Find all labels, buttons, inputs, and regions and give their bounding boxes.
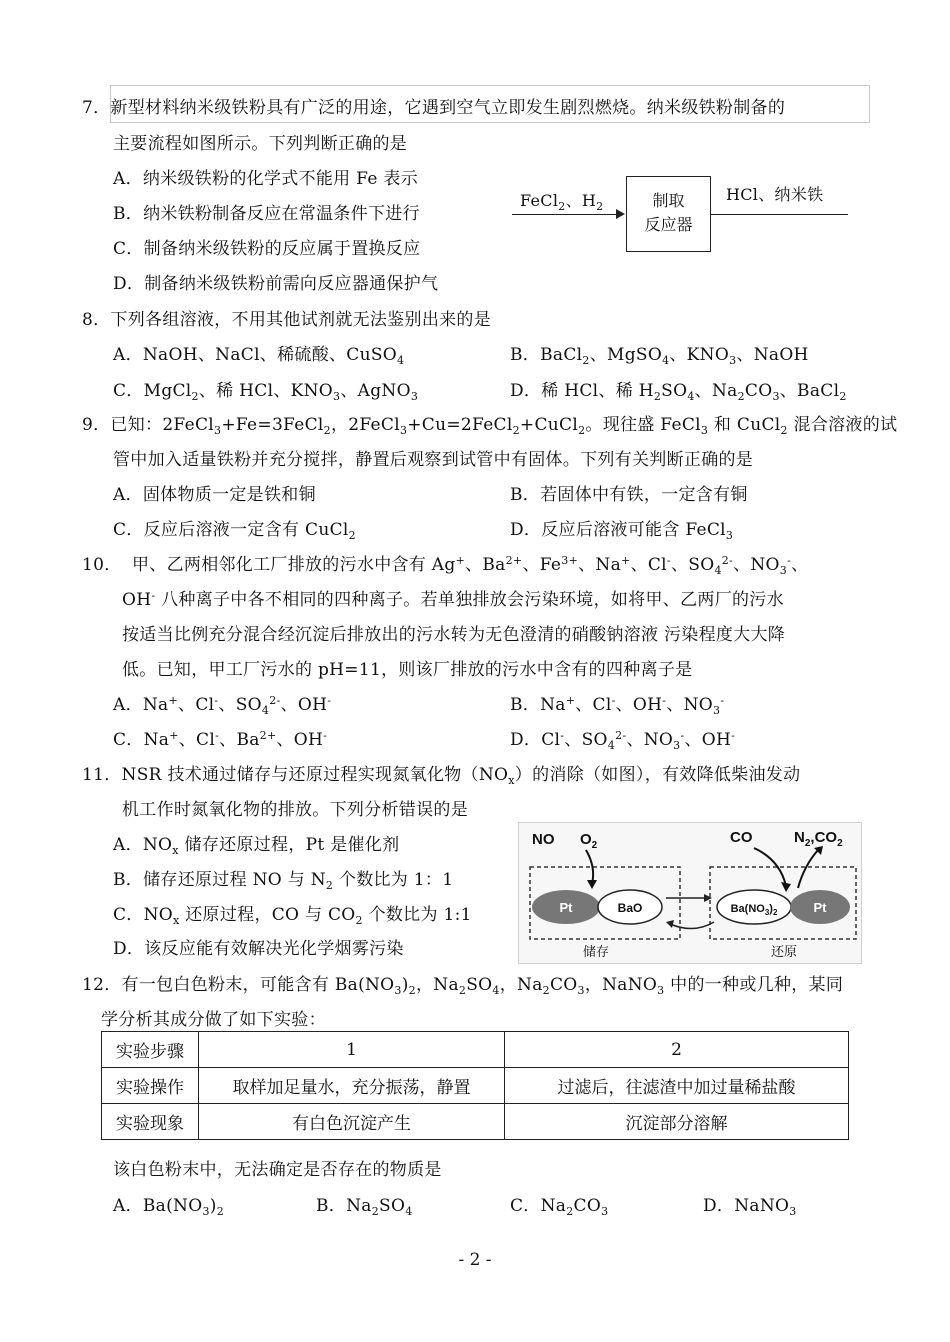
bao-label: BaO (617, 901, 643, 915)
q11-stem-line1: 11．NSR 技术通过储存与还原过程实现氮氧化物$(NO_x)$的消除（如图），有效降低柴油发动 (82, 765, 801, 787)
o2-label: $O_2$ (580, 831, 598, 851)
q8-option-b: B．BaCl$_2$、MgSO$_4$、$KNO_3$、NaOH (510, 345, 809, 367)
q10-option-c: C．Na+、Cl-、$Ba^{2+}$、OH- (113, 729, 328, 750)
q12-option-d: D．NaNO$_3$ (703, 1196, 797, 1218)
q9-option-b: B．若固体中有铁，一定含有铜 (510, 485, 748, 505)
q11-option-d: D．该反应能有效解决光化学烟雾污染 (113, 939, 404, 959)
q7-stem-line2: 主要流程如图所示。下列判断正确的是 (113, 134, 408, 154)
q12-experiment-table (101, 1031, 849, 1140)
flow-arrow-out (710, 214, 848, 215)
table-row (102, 1068, 849, 1104)
bano3-label: $Ba(NO_3)_2$ (730, 903, 778, 917)
pt-left-label: Pt (559, 900, 573, 915)
q10-option-b: B．Na+、Cl-、OH-、$NO_3^-$ (510, 694, 725, 717)
q9-option-c: C．反应后溶液一定含有 CuCl$_2$ (113, 520, 356, 542)
q7-stem-line1: 7．新型材料纳米级铁粉具有广泛的用途，它遇到空气立即发生剧烈燃烧。纳米级铁粉制备的 (82, 98, 786, 118)
table-row (102, 1104, 849, 1140)
co-label: CO (730, 829, 753, 846)
q8-stem: 8．下列各组溶液，不用其他试剂就无法鉴别出来的是 (82, 310, 492, 330)
q10-stem-line2: OH- 八种离子中各不相同的四种离子。若单独排放会污染环境，如将甲、乙两厂的污水 (122, 589, 784, 610)
q8-option-d: D．稀 HCl、稀 $H_2SO_4$、$Na_2CO_3$、BaCl$_2$ (510, 381, 847, 403)
table-cell: 实验操作 (102, 1068, 199, 1104)
reactor-label-2: 反应器 (644, 215, 693, 234)
flow-arrow-in-head (616, 209, 625, 219)
q11-option-c: C．$NO_x$ 还原过程，CO 与 $CO_2$ 个数比为 1:1 (113, 905, 472, 927)
q10-option-a: A．Na+、Cl-、$SO_4^{2-}$、OH- (113, 694, 332, 717)
q7-option-d: D．制备纳米级铁粉前需向反应器通保护气 (113, 274, 439, 294)
table-cell: 实验步骤 (102, 1032, 199, 1068)
q11-option-b: B．储存还原过程 NO 与 $N_2$ 个数比为 1：1 (113, 870, 454, 892)
table-cell: 有白色沉淀产生 (199, 1104, 505, 1140)
q12-question: 该白色粉末中，无法确定是否存在的物质是 (113, 1160, 442, 1180)
flow-output-label: HCl、纳米铁 (726, 185, 824, 204)
table-cell: 1 (199, 1032, 505, 1068)
q11-nsr-diagram (518, 822, 862, 964)
q7-option-b: B．纳米铁粉制备反应在常温条件下进行 (113, 204, 420, 224)
q11-option-a: A．$NO_x$ 储存还原过程，Pt 是催化剂 (113, 835, 400, 857)
flow-input-label: FeCl$_2$、$H_2$ (520, 191, 604, 213)
q10-option-d: D．Cl-、$SO_4^{2-}$、$NO_3^-$、OH- (510, 729, 736, 752)
q8-option-c: C．MgCl$_2$、稀 HCl、$KNO_3$、AgNO$_3$ (113, 381, 419, 403)
q12-option-c: C．$Na_2CO_3$ (510, 1196, 609, 1218)
flow-arrow-in (512, 214, 616, 215)
table-cell: 2 (505, 1032, 849, 1068)
q9-option-d: D．反应后溶液可能含 FeCl$_3$ (510, 520, 734, 542)
q9-option-a: A．固体物质一定是铁和铜 (113, 485, 316, 505)
n2-co2-label: $N_2,CO_2$ (794, 829, 843, 849)
q9-stem-line1: 9．已知：2FeCl$_3$+Fe=3FeCl$_2$，2FeCl$_3$+Cu=2FeCl$_2$+CuCl$_2$。现往盛 FeCl$_3$ 和 CuCl$_2$ 混合溶液的试 (82, 415, 898, 437)
table-row (102, 1032, 849, 1068)
reduce-label: 还原 (770, 945, 798, 960)
no-label: NO (532, 831, 555, 848)
table-cell: 过滤后，往滤渣中加过量稀盐酸 (505, 1068, 849, 1104)
pt-right-label: Pt (813, 900, 827, 915)
q10-stem-line4: 低。已知，甲工厂污水的 pH=11，则该厂排放的污水中含有的四种离子是 (122, 660, 693, 680)
q8-option-a: A．NaOH、NaCl、稀硫酸、CuSO$_4$ (113, 345, 405, 367)
q10-stem-line1: 甲、乙两相邻化工厂排放的污水中含有 Ag+、$Ba^{2+}$、$Fe^{3+}$、Na+、Cl-、$SO_4^{2-}$、$NO_3^-$、 (132, 554, 809, 577)
table-cell: 实验现象 (102, 1104, 199, 1140)
q9-stem-line2: 管中加入适量铁粉并充分搅拌，静置后观察到试管中有固体。下列有关判断正确的是 (113, 450, 754, 470)
q12-stem-line2: 学分析其成分做了如下实验： (101, 1010, 326, 1030)
table-cell: 沉淀部分溶解 (505, 1104, 849, 1140)
q12-stem-line1: 12．有一包白色粉末，可能含有 $Ba(NO_3)_2$，$Na_2SO_4$，$Na_2CO_3$，NaNO$_3$ 中的一种或几种，某同 (82, 975, 844, 997)
page-number: - 2 - (458, 1250, 492, 1270)
q7-option-c: C．制备纳米级铁粉的反应属于置换反应 (113, 239, 421, 259)
q11-stem-line2: 机工作时氮氧化物的排放。下列分析错误的是 (122, 800, 468, 820)
q12-option-b: B．$Na_2SO_4$ (316, 1196, 413, 1218)
store-label: 储存 (582, 945, 610, 960)
q12-option-a: A．$Ba(NO_3)_2$ (113, 1196, 225, 1218)
q10-stem-line3: 按适当比例充分混合经沉淀后排放出的污水转为无色澄清的硝酸钠溶液 污染程度大大降 (122, 625, 786, 645)
reactor-label-1: 制取 (652, 191, 685, 210)
q7-option-a: A．纳米级铁粉的化学式不能用 Fe 表示 (113, 169, 419, 189)
reactor-box (626, 176, 711, 252)
q10-number: 10． (82, 555, 122, 575)
table-cell: 取样加足量水，充分振荡，静置 (199, 1068, 505, 1104)
